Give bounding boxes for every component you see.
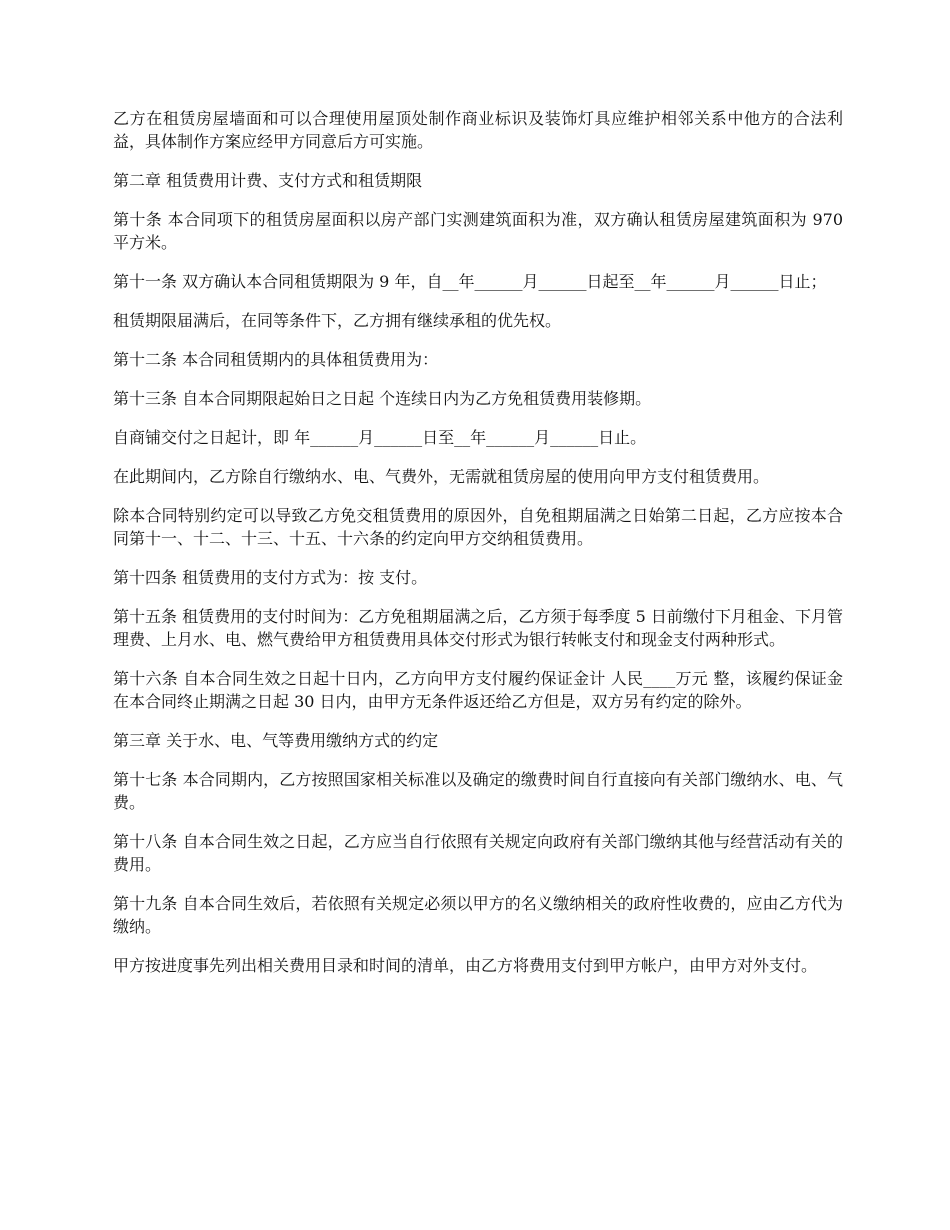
paragraph-renewal-priority: 租赁期限届满后，在同等条件下，乙方拥有继续承租的优先权。 — [113, 311, 562, 330]
paragraph-rent-start: 除本合同特别约定可以导致乙方免交租赁费用的原因外，自免租期届满之日始第二日起，乙方应按本合同第十一、十二、十三、十五、十六条的约定向甲方交纳租赁费用。 — [113, 506, 843, 548]
paragraph-signage: 乙方在租赁房屋墙面和可以合理使用屋顶处制作商业标识及装饰灯具应维护相邻关系中他方的合法利益，具体制作方案应经甲方同意后方可实施。 — [113, 109, 843, 151]
document-page — [113, 107, 843, 993]
article-19: 第十九条 自本合同生效后，若依照有关规定必须以甲方的名义缴纳相关的政府性收费的，应由乙方代为缴纳。 — [113, 894, 843, 936]
paragraph-rent-free-period: 在此期间内，乙方除自行缴纳水、电、气费外，无需就租赁房屋的使用向甲方支付租赁费用。 — [113, 467, 770, 486]
article-10: 第十条 本合同项下的租赁房屋面积以房产部门实测建筑面积为准，双方确认租赁房屋建筑面积为 970 平方米。 — [113, 210, 843, 252]
article-16: 第十六条 自本合同生效之日起十日内，乙方向甲方支付履约保证金计 人民____万元 整，该履约保证金在本合同终止期满之日起 30 日内，由甲方无条件返还给乙方但是，双方另有约定的除外。 — [113, 669, 843, 711]
article-12: 第十二条 本合同租赁期内的具体租赁费用为： — [113, 350, 439, 369]
article-18: 第十八条 自本合同生效之日起，乙方应当自行依照有关规定向政府有关部门缴纳其他与经营活动有关的费用。 — [113, 832, 843, 874]
chapter-2-heading: 第二章 租赁费用计费、支付方式和租赁期限 — [113, 171, 423, 190]
chapter-3-heading: 第三章 关于水、电、气等费用缴纳方式的约定 — [113, 731, 439, 750]
article-14: 第十四条 租赁费用的支付方式为：按 支付。 — [113, 568, 428, 587]
article-17: 第十七条 本合同期内，乙方按照国家相关标准以及确定的缴费时间自行直接向有关部门缴纳水、电、气费。 — [113, 770, 843, 812]
article-15: 第十五条 租赁费用的支付时间为：乙方免租期届满之后，乙方须于每季度 5 日前缴付下月租金、下月管理费、上月水、电、燃气费给甲方租赁费用具体交付形式为银行转帐支付和现金支付两种形式。 — [113, 607, 843, 649]
paragraph-fee-list: 甲方按进度事先列出相关费用目录和时间的清单，由乙方将费用支付到甲方帐户，由甲方对外支付。 — [113, 956, 818, 975]
article-11: 第十一条 双方确认本合同租赁期限为 9 年，自__年______月______日起至__年______月______日止； — [113, 272, 827, 291]
article-13: 第十三条 自本合同期限起始日之日起 个连续日内为乙方免租赁费用装修期。 — [113, 389, 652, 408]
paragraph-delivery-period: 自商铺交付之日起计，即 年______月______日至__年______月______日止。 — [113, 428, 647, 447]
